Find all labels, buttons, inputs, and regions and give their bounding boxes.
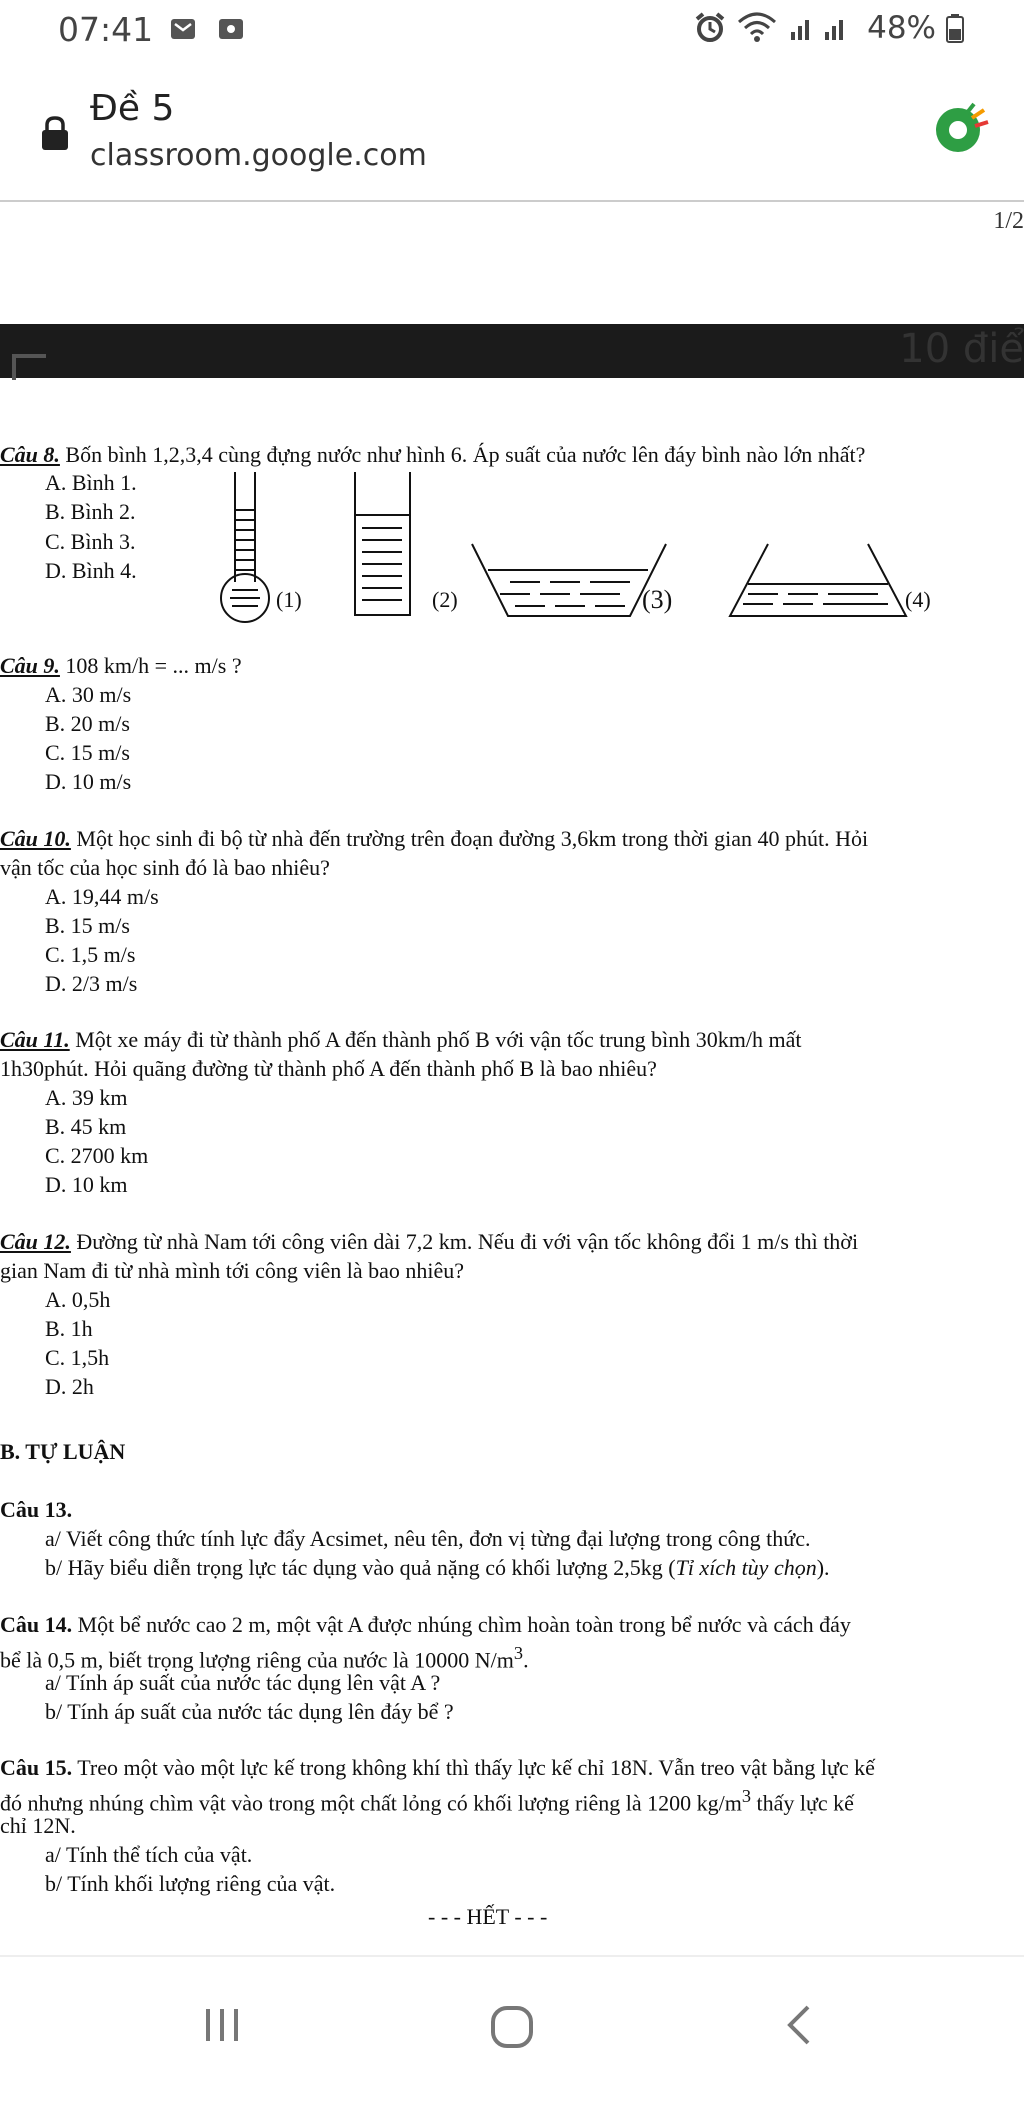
- vessel-2-figure: [350, 470, 420, 620]
- option-a: A. 30 m/s: [45, 682, 132, 707]
- bar-mark: [12, 354, 46, 380]
- vessel-2-label: (2): [432, 587, 458, 612]
- app-logo-icon[interactable]: [930, 98, 990, 158]
- question-text-line2: gian Nam đi từ nhà mình tới công viên là bao nhiêu?: [0, 1258, 465, 1283]
- option-b: B. 1h: [45, 1316, 93, 1341]
- part-b-end: ).: [816, 1555, 830, 1580]
- page-title: Đề 5: [90, 88, 175, 129]
- end-marker: - - - HẾT - - -: [428, 1904, 548, 1929]
- vessel-4-figure: [728, 540, 908, 620]
- option-c: C. 2700 km: [45, 1143, 149, 1168]
- part-b-italic: Tỉ xích tùy chọn: [675, 1555, 817, 1580]
- question-13-part-a: a/ Viết công thức tính lực đẩy Acsimet, nêu tên, đơn vị từng đại lượng trong công thức.: [45, 1526, 811, 1551]
- gmail-icon: [170, 17, 196, 41]
- question-text-line3: chỉ 12N.: [0, 1813, 76, 1838]
- signal-icon: [787, 14, 857, 42]
- option-c: C. 1,5 m/s: [45, 942, 136, 967]
- question-number: Câu 9.: [0, 653, 60, 678]
- question-11: [0, 1025, 801, 1054]
- option-c: C. 1,5h: [45, 1345, 110, 1370]
- question-10: [0, 824, 868, 853]
- part-b-text: b/ Hãy biểu diễn trọng lực tác dụng vào quả nặng có khối lượng 2,5kg (: [45, 1555, 676, 1580]
- question-text-line2: 1h30phút. Hỏi quãng đường từ thành phố A đến thành phố B là bao nhiêu?: [0, 1056, 657, 1081]
- redacted-bar: [0, 324, 1024, 378]
- question-9: [0, 651, 242, 680]
- photo-icon: [218, 17, 244, 41]
- nav-divider: [0, 1955, 1024, 1957]
- line2-text: bể là 0,5 m, biết trọng lượng riêng của nước là 10000 N/m: [0, 1647, 514, 1673]
- question-14-part-a: a/ Tính áp suất của nước tác dụng lên vật A ?: [45, 1670, 441, 1695]
- vessel-3-figure: [470, 540, 673, 620]
- question-15: [0, 1753, 875, 1782]
- battery-icon: [946, 13, 964, 43]
- option-c: C. 15 m/s: [45, 740, 130, 765]
- section-b-heading: B. TỰ LUẬN: [0, 1439, 126, 1464]
- vessel-3-label: (3): [642, 585, 673, 614]
- option-a: A. Bình 1.: [45, 470, 137, 495]
- status-right: [693, 10, 964, 46]
- question-number: Câu 15.: [0, 1755, 73, 1780]
- question-text: Một xe máy đi từ thành phố A đến thành phố B với vận tốc trung bình 30km/h mất: [69, 1027, 802, 1052]
- line2-text: đó nhưng nhúng chìm vật vào trong một chất lỏng có khối lượng riêng là 1200 kg/m: [0, 1790, 742, 1816]
- option-a: A. 19,44 m/s: [45, 884, 159, 909]
- alarm-icon: [693, 11, 727, 45]
- option-d: D. 2/3 m/s: [45, 971, 138, 996]
- question-number: Câu 8.: [0, 442, 60, 467]
- header-divider: [0, 200, 1024, 202]
- battery-percent: 48%: [867, 10, 936, 46]
- superscript: 3: [513, 1643, 524, 1663]
- question-text: Treo một vào một lực kế trong không khí thì thấy lực kế chỉ 18N. Vẫn treo vật bằng lực kế: [72, 1755, 875, 1780]
- option-b: B. 15 m/s: [45, 913, 130, 938]
- question-text: Đường từ nhà Nam tới công viên dài 7,2 km. Nếu đi với vận tốc không đổi 1 m/s thì thời: [70, 1229, 859, 1254]
- question-text-line2: [0, 1782, 854, 1817]
- question-14-part-b: b/ Tính áp suất của nước tác dụng lên đáy bể ?: [45, 1699, 454, 1724]
- page-url[interactable]: classroom.google.com: [90, 138, 427, 173]
- page-indicator: 1/2: [993, 208, 1024, 234]
- option-d: D. 2h: [45, 1374, 94, 1399]
- recent-apps-button[interactable]: [200, 2003, 244, 2047]
- question-14: [0, 1610, 851, 1639]
- lock-icon: [40, 115, 70, 151]
- question-text-line2: vận tốc của học sinh đó là bao nhiêu?: [0, 855, 330, 880]
- question-12: [0, 1227, 858, 1256]
- navigation-bar: [0, 1958, 1024, 2106]
- back-button[interactable]: [780, 2003, 820, 2047]
- option-b: B. Bình 2.: [45, 499, 136, 524]
- question-15-part-b: b/ Tính khối lượng riêng của vật.: [45, 1871, 336, 1896]
- question-8: [0, 440, 865, 469]
- question-13-number: Câu 13.: [0, 1497, 73, 1522]
- option-a: A. 39 km: [45, 1085, 128, 1110]
- points-label: 10 điể: [899, 326, 1024, 372]
- question-number: Câu 12.: [0, 1229, 71, 1254]
- vessel-4-label: (4): [905, 587, 931, 612]
- option-b: B. 20 m/s: [45, 711, 130, 736]
- line2-end: .: [523, 1647, 529, 1673]
- status-time: 07:41: [58, 10, 154, 49]
- home-button[interactable]: [488, 2003, 536, 2051]
- wifi-icon: [737, 12, 777, 44]
- question-text: 108 km/h = ... m/s ?: [59, 653, 242, 678]
- option-d: D. 10 km: [45, 1172, 128, 1197]
- option-a: A. 0,5h: [45, 1287, 111, 1312]
- question-13-part-b: [45, 1553, 830, 1582]
- vessel-1-label: (1): [276, 587, 302, 612]
- question-text: Một học sinh đi bộ từ nhà đến trường trên đoạn đường 3,6km trong thời gian 40 phút. Hỏi: [70, 826, 869, 851]
- question-15-part-a: a/ Tính thể tích của vật.: [45, 1842, 253, 1867]
- status-bar: [0, 0, 1024, 62]
- option-c: C. Bình 3.: [45, 529, 136, 554]
- option-b: B. 45 km: [45, 1114, 127, 1139]
- line2-end: thấy lực kế: [751, 1790, 854, 1816]
- option-d: D. Bình 4.: [45, 558, 137, 583]
- option-d: D. 10 m/s: [45, 769, 132, 794]
- question-number: Câu 10.: [0, 826, 71, 851]
- superscript: 3: [741, 1786, 751, 1806]
- vessel-1-figure: [210, 470, 330, 630]
- question-text: Một bể nước cao 2 m, một vật A được nhúng chìm hoàn toàn trong bể nước và cách đáy: [72, 1612, 851, 1637]
- question-number: Câu 14.: [0, 1612, 73, 1637]
- question-number: Câu 11.: [0, 1027, 70, 1052]
- question-text: Bốn bình 1,2,3,4 cùng đựng nước như hình 6. Áp suất của nước lên đáy bình nào lớn nhất?: [59, 442, 866, 467]
